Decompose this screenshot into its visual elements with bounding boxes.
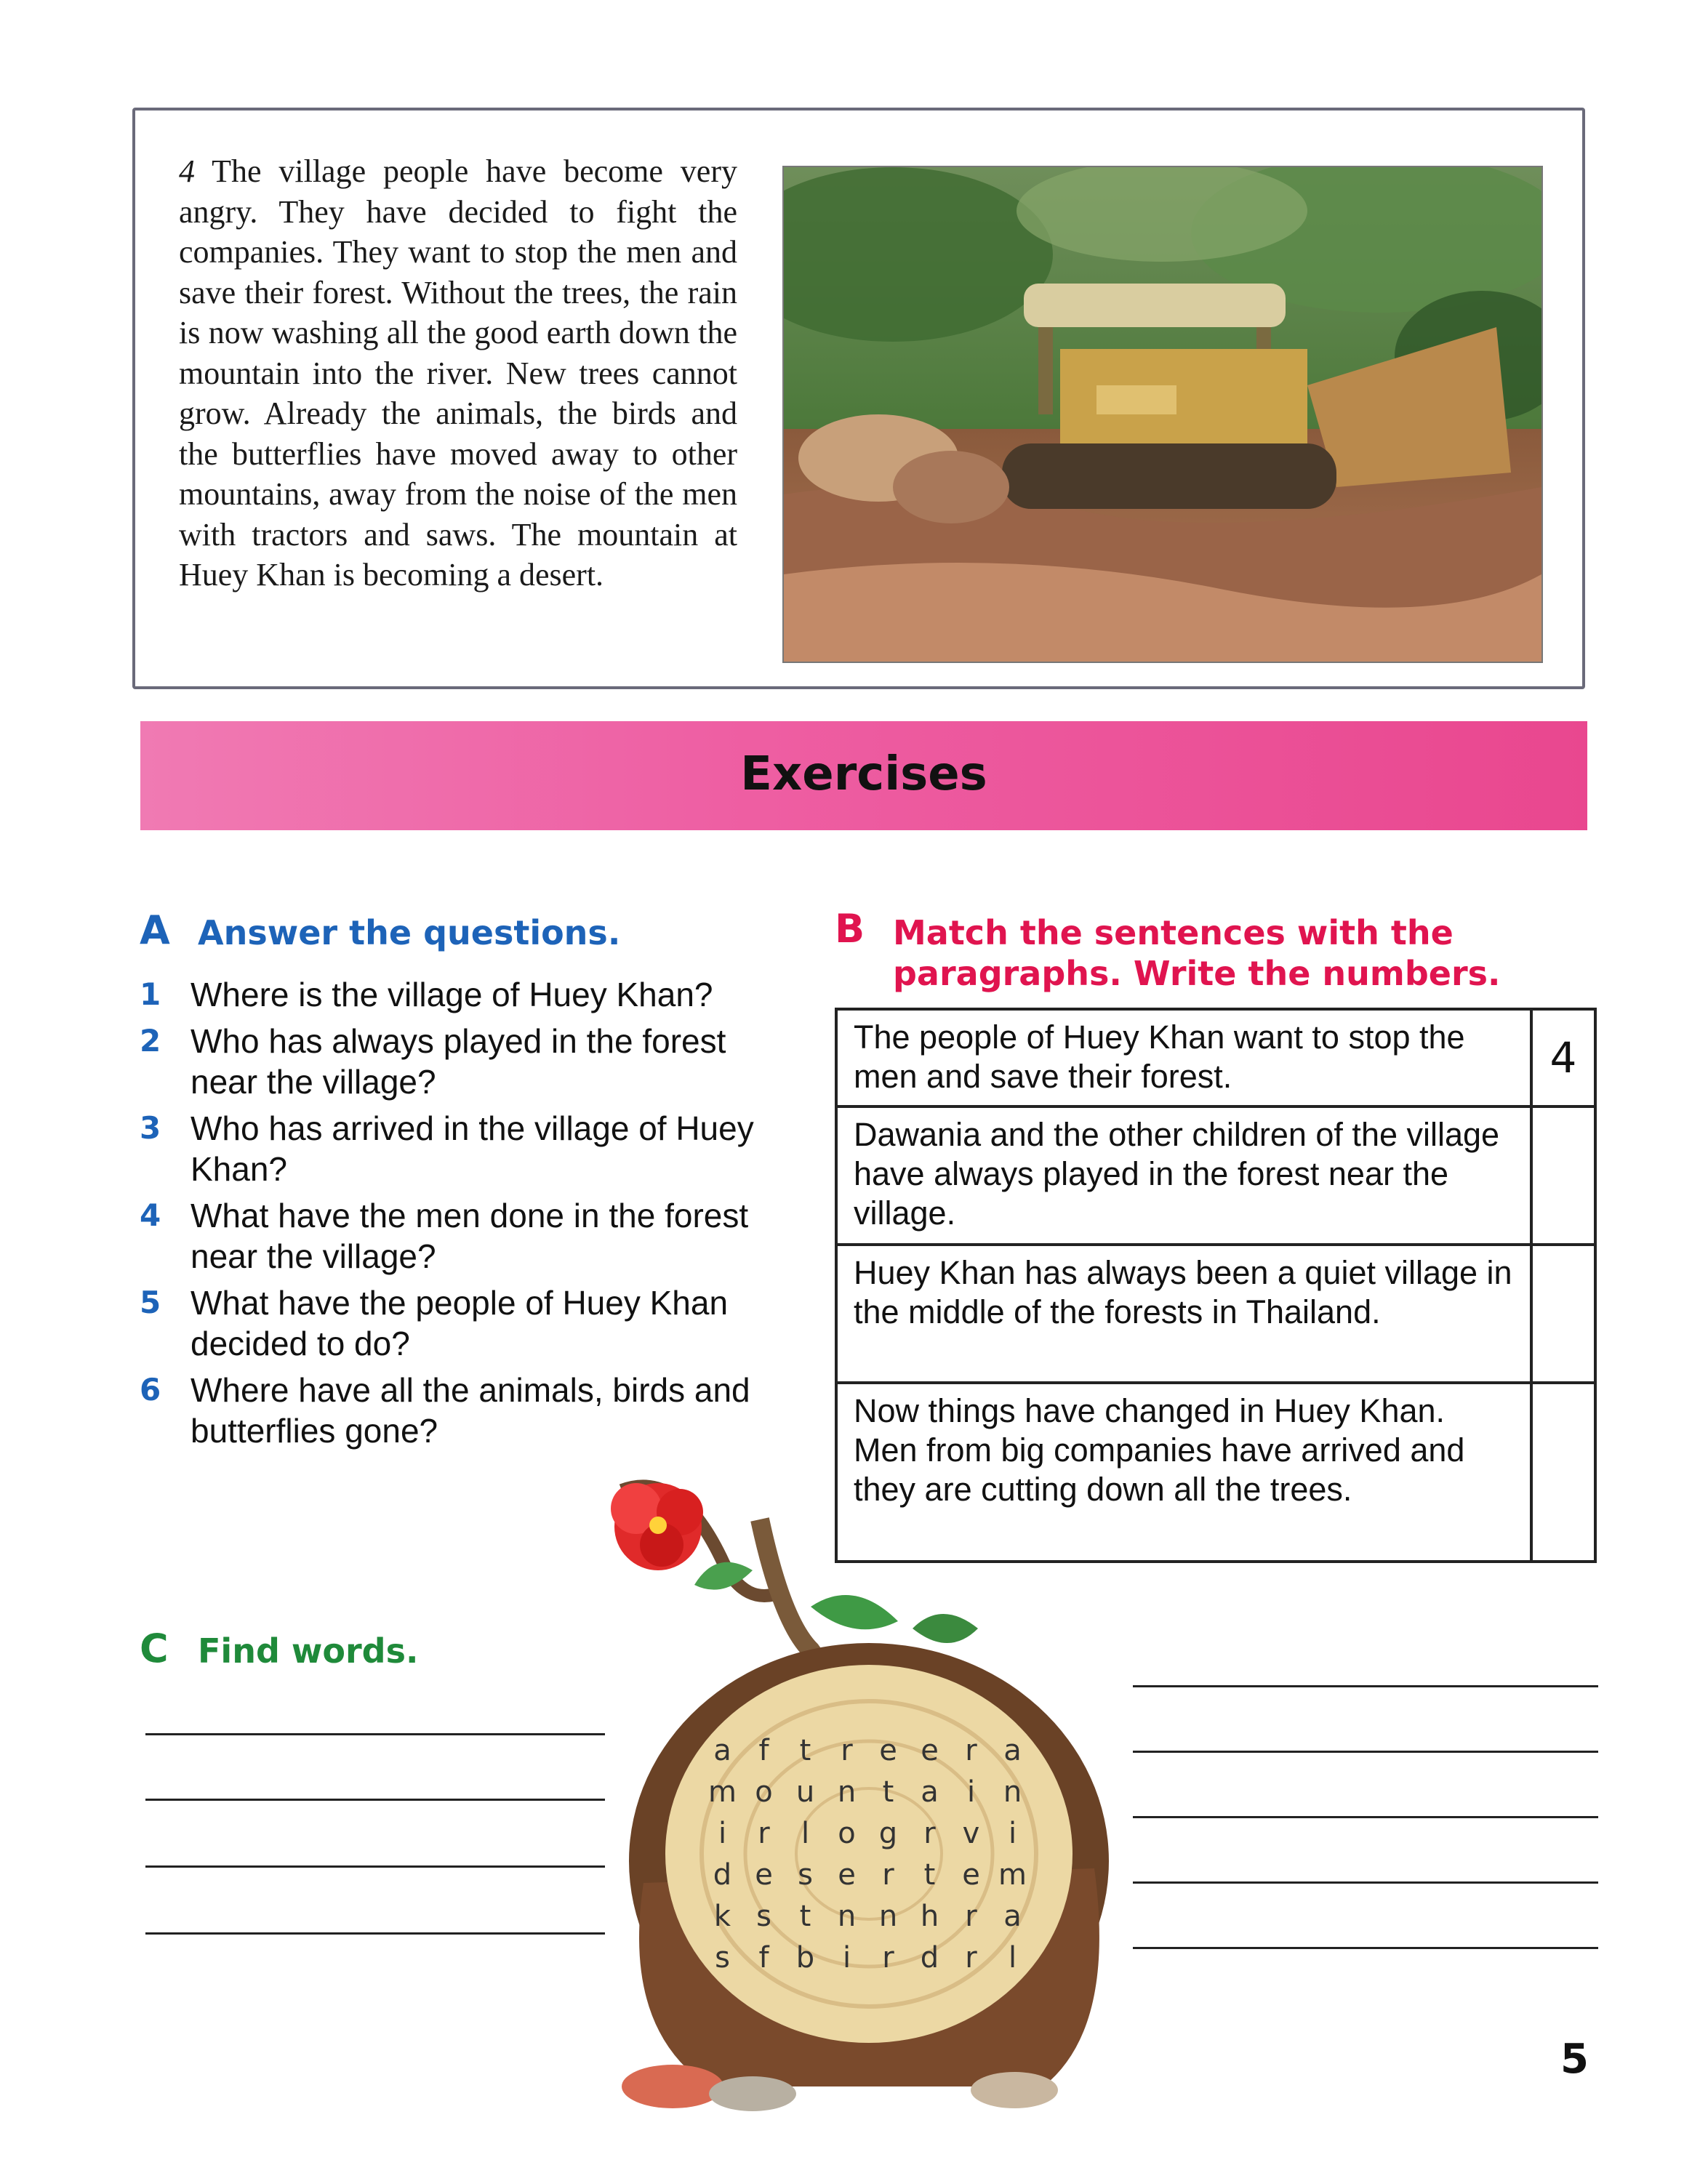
grid-letter[interactable]: d xyxy=(713,1858,732,1892)
grid-letter[interactable]: r xyxy=(882,1941,894,1975)
question-number: 1 xyxy=(140,976,161,1012)
question-item xyxy=(140,1108,794,1189)
bulldozer-photo xyxy=(782,166,1543,663)
grid-letter[interactable]: e xyxy=(921,1734,939,1767)
section-a-letter: A xyxy=(140,907,170,953)
grid-letter[interactable]: t xyxy=(923,1858,936,1892)
question-text: What have the people of Huey Khan decided to do? xyxy=(191,1284,729,1362)
question-item xyxy=(140,974,794,1015)
grid-letter[interactable]: e xyxy=(879,1734,897,1767)
answer-box[interactable]: 4 xyxy=(1531,1009,1595,1106)
paragraph-number: 4 xyxy=(179,153,195,189)
question-text: What have the men done in the forest near the village? xyxy=(191,1197,749,1275)
word-search-illustration xyxy=(593,1476,1116,2116)
grid-letter[interactable]: n xyxy=(878,1900,898,1933)
question-list xyxy=(140,974,794,1457)
table-row xyxy=(836,1009,1595,1106)
question-item xyxy=(140,1195,794,1277)
grid-letter[interactable]: r xyxy=(841,1734,853,1767)
grid-letter[interactable]: e xyxy=(962,1858,980,1892)
answer-box[interactable] xyxy=(1531,1245,1595,1383)
question-number: 6 xyxy=(140,1372,161,1407)
grid-letter[interactable]: r xyxy=(923,1817,936,1850)
grid-letter[interactable]: i xyxy=(842,1941,851,1975)
grid-letter[interactable]: i xyxy=(718,1817,727,1850)
grid-letter[interactable]: f xyxy=(758,1941,769,1975)
question-item xyxy=(140,1370,794,1451)
question-text: Where is the village of Huey Khan? xyxy=(191,976,713,1013)
grid-letter[interactable]: n xyxy=(837,1775,857,1809)
grid-letter[interactable]: n xyxy=(1003,1775,1022,1809)
grid-letter[interactable]: v xyxy=(962,1817,980,1850)
question-item xyxy=(140,1021,794,1102)
section-a-title: Answer the questions. xyxy=(198,913,621,952)
grid-letter[interactable]: i xyxy=(966,1775,976,1809)
question-number: 5 xyxy=(140,1285,161,1320)
grid-letter[interactable]: b xyxy=(795,1941,815,1975)
grid-letter[interactable]: l xyxy=(1008,1941,1017,1975)
grid-letter[interactable]: t xyxy=(882,1775,894,1809)
question-text: Where have all the animals, birds and butterflies gone? xyxy=(191,1371,750,1450)
grid-letter[interactable]: g xyxy=(878,1817,898,1850)
answer-line[interactable] xyxy=(145,1733,605,1735)
section-b-title-line2: paragraphs. Write the numbers. xyxy=(893,954,1501,993)
answer-box[interactable] xyxy=(1531,1383,1595,1562)
table-row xyxy=(836,1245,1595,1383)
grid-letter[interactable]: l xyxy=(801,1817,810,1850)
grid-letter[interactable]: t xyxy=(799,1734,811,1767)
grid-letter[interactable]: k xyxy=(713,1900,731,1933)
section-b-title-line1: Match the sentences with the xyxy=(893,913,1454,952)
grid-letter[interactable]: h xyxy=(920,1900,939,1933)
grid-letter[interactable]: o xyxy=(755,1775,773,1809)
grid-letter[interactable]: s xyxy=(798,1858,813,1892)
table-row xyxy=(836,1106,1595,1245)
section-c-letter: C xyxy=(140,1626,169,1671)
grid-letter[interactable]: e xyxy=(838,1858,856,1892)
grid-letter[interactable]: u xyxy=(795,1775,815,1809)
sentence-cell: Huey Khan has always been a quiet village in the middle of the forests in Thailand. xyxy=(836,1245,1531,1383)
answer-line[interactable] xyxy=(145,1932,605,1935)
grid-letter[interactable]: s xyxy=(756,1900,771,1933)
question-item xyxy=(140,1282,794,1364)
grid-letter[interactable]: a xyxy=(1003,1900,1022,1933)
answer-line[interactable] xyxy=(145,1799,605,1801)
grid-letter[interactable]: n xyxy=(837,1900,857,1933)
answer-line[interactable] xyxy=(1133,1816,1598,1818)
answer-box[interactable] xyxy=(1531,1106,1595,1245)
question-number: 3 xyxy=(140,1110,161,1146)
sentence-cell: The people of Huey Khan want to stop the men and save their forest. xyxy=(836,1009,1531,1106)
passage-paragraph xyxy=(179,151,737,595)
sentence-cell: Dawania and the other children of the village have always played in the forest near the village. xyxy=(836,1106,1531,1245)
grid-letter[interactable]: e xyxy=(755,1858,773,1892)
grid-letter[interactable]: a xyxy=(1003,1734,1022,1767)
question-text: Who has always played in the forest near the village? xyxy=(191,1022,726,1101)
answer-line[interactable] xyxy=(1133,1685,1598,1687)
answer-line[interactable] xyxy=(145,1865,605,1868)
exercises-header-band xyxy=(140,721,1587,830)
section-c-title: Find words. xyxy=(198,1631,419,1671)
question-number: 2 xyxy=(140,1023,161,1059)
grid-letter[interactable]: f xyxy=(758,1734,769,1767)
grid-letter[interactable]: m xyxy=(998,1858,1027,1892)
grid-letter[interactable]: d xyxy=(920,1941,939,1975)
grid-letter[interactable]: t xyxy=(799,1900,811,1933)
page-number: 5 xyxy=(1560,2036,1589,2083)
answer-line[interactable] xyxy=(1133,1947,1598,1949)
grid-letter[interactable]: a xyxy=(713,1734,731,1767)
grid-letter[interactable]: r xyxy=(965,1941,977,1975)
answer-line[interactable] xyxy=(1133,1881,1598,1884)
grid-letter[interactable]: i xyxy=(1008,1817,1017,1850)
grid-letter[interactable]: a xyxy=(921,1775,939,1809)
passage-text: The village people have become very angry. They have decided to fight the companies. They want to stop the men and save their forest. Without the trees, the rain is now washing all the good earth down the mountain into the river. New trees cannot grow. Already the animals, the birds and the butterflies have moved away to other mountains, away from the noise of the men with tractors and saws. The mountain at Huey Khan is becoming a desert. xyxy=(179,153,737,593)
question-number: 4 xyxy=(140,1197,161,1233)
word-search-grid xyxy=(702,1730,1033,1979)
question-text: Who has arrived in the village of Huey Khan? xyxy=(191,1109,754,1188)
answer-line[interactable] xyxy=(1133,1751,1598,1753)
exercises-title: Exercises xyxy=(740,747,987,801)
grid-letter[interactable]: m xyxy=(708,1775,737,1809)
grid-letter[interactable]: r xyxy=(965,1734,977,1767)
reading-passage-box xyxy=(132,108,1585,689)
grid-letter[interactable]: r xyxy=(965,1900,977,1933)
grid-letter[interactable]: r xyxy=(882,1858,894,1892)
sentence-cell: Now things have changed in Huey Khan. Men from big companies have arrived and they are cutting down all the trees. xyxy=(836,1383,1531,1562)
section-b-letter: B xyxy=(835,906,865,952)
grid-letter[interactable]: r xyxy=(758,1817,770,1850)
grid-letter[interactable]: o xyxy=(838,1817,856,1850)
grid-letter[interactable]: s xyxy=(715,1941,730,1975)
